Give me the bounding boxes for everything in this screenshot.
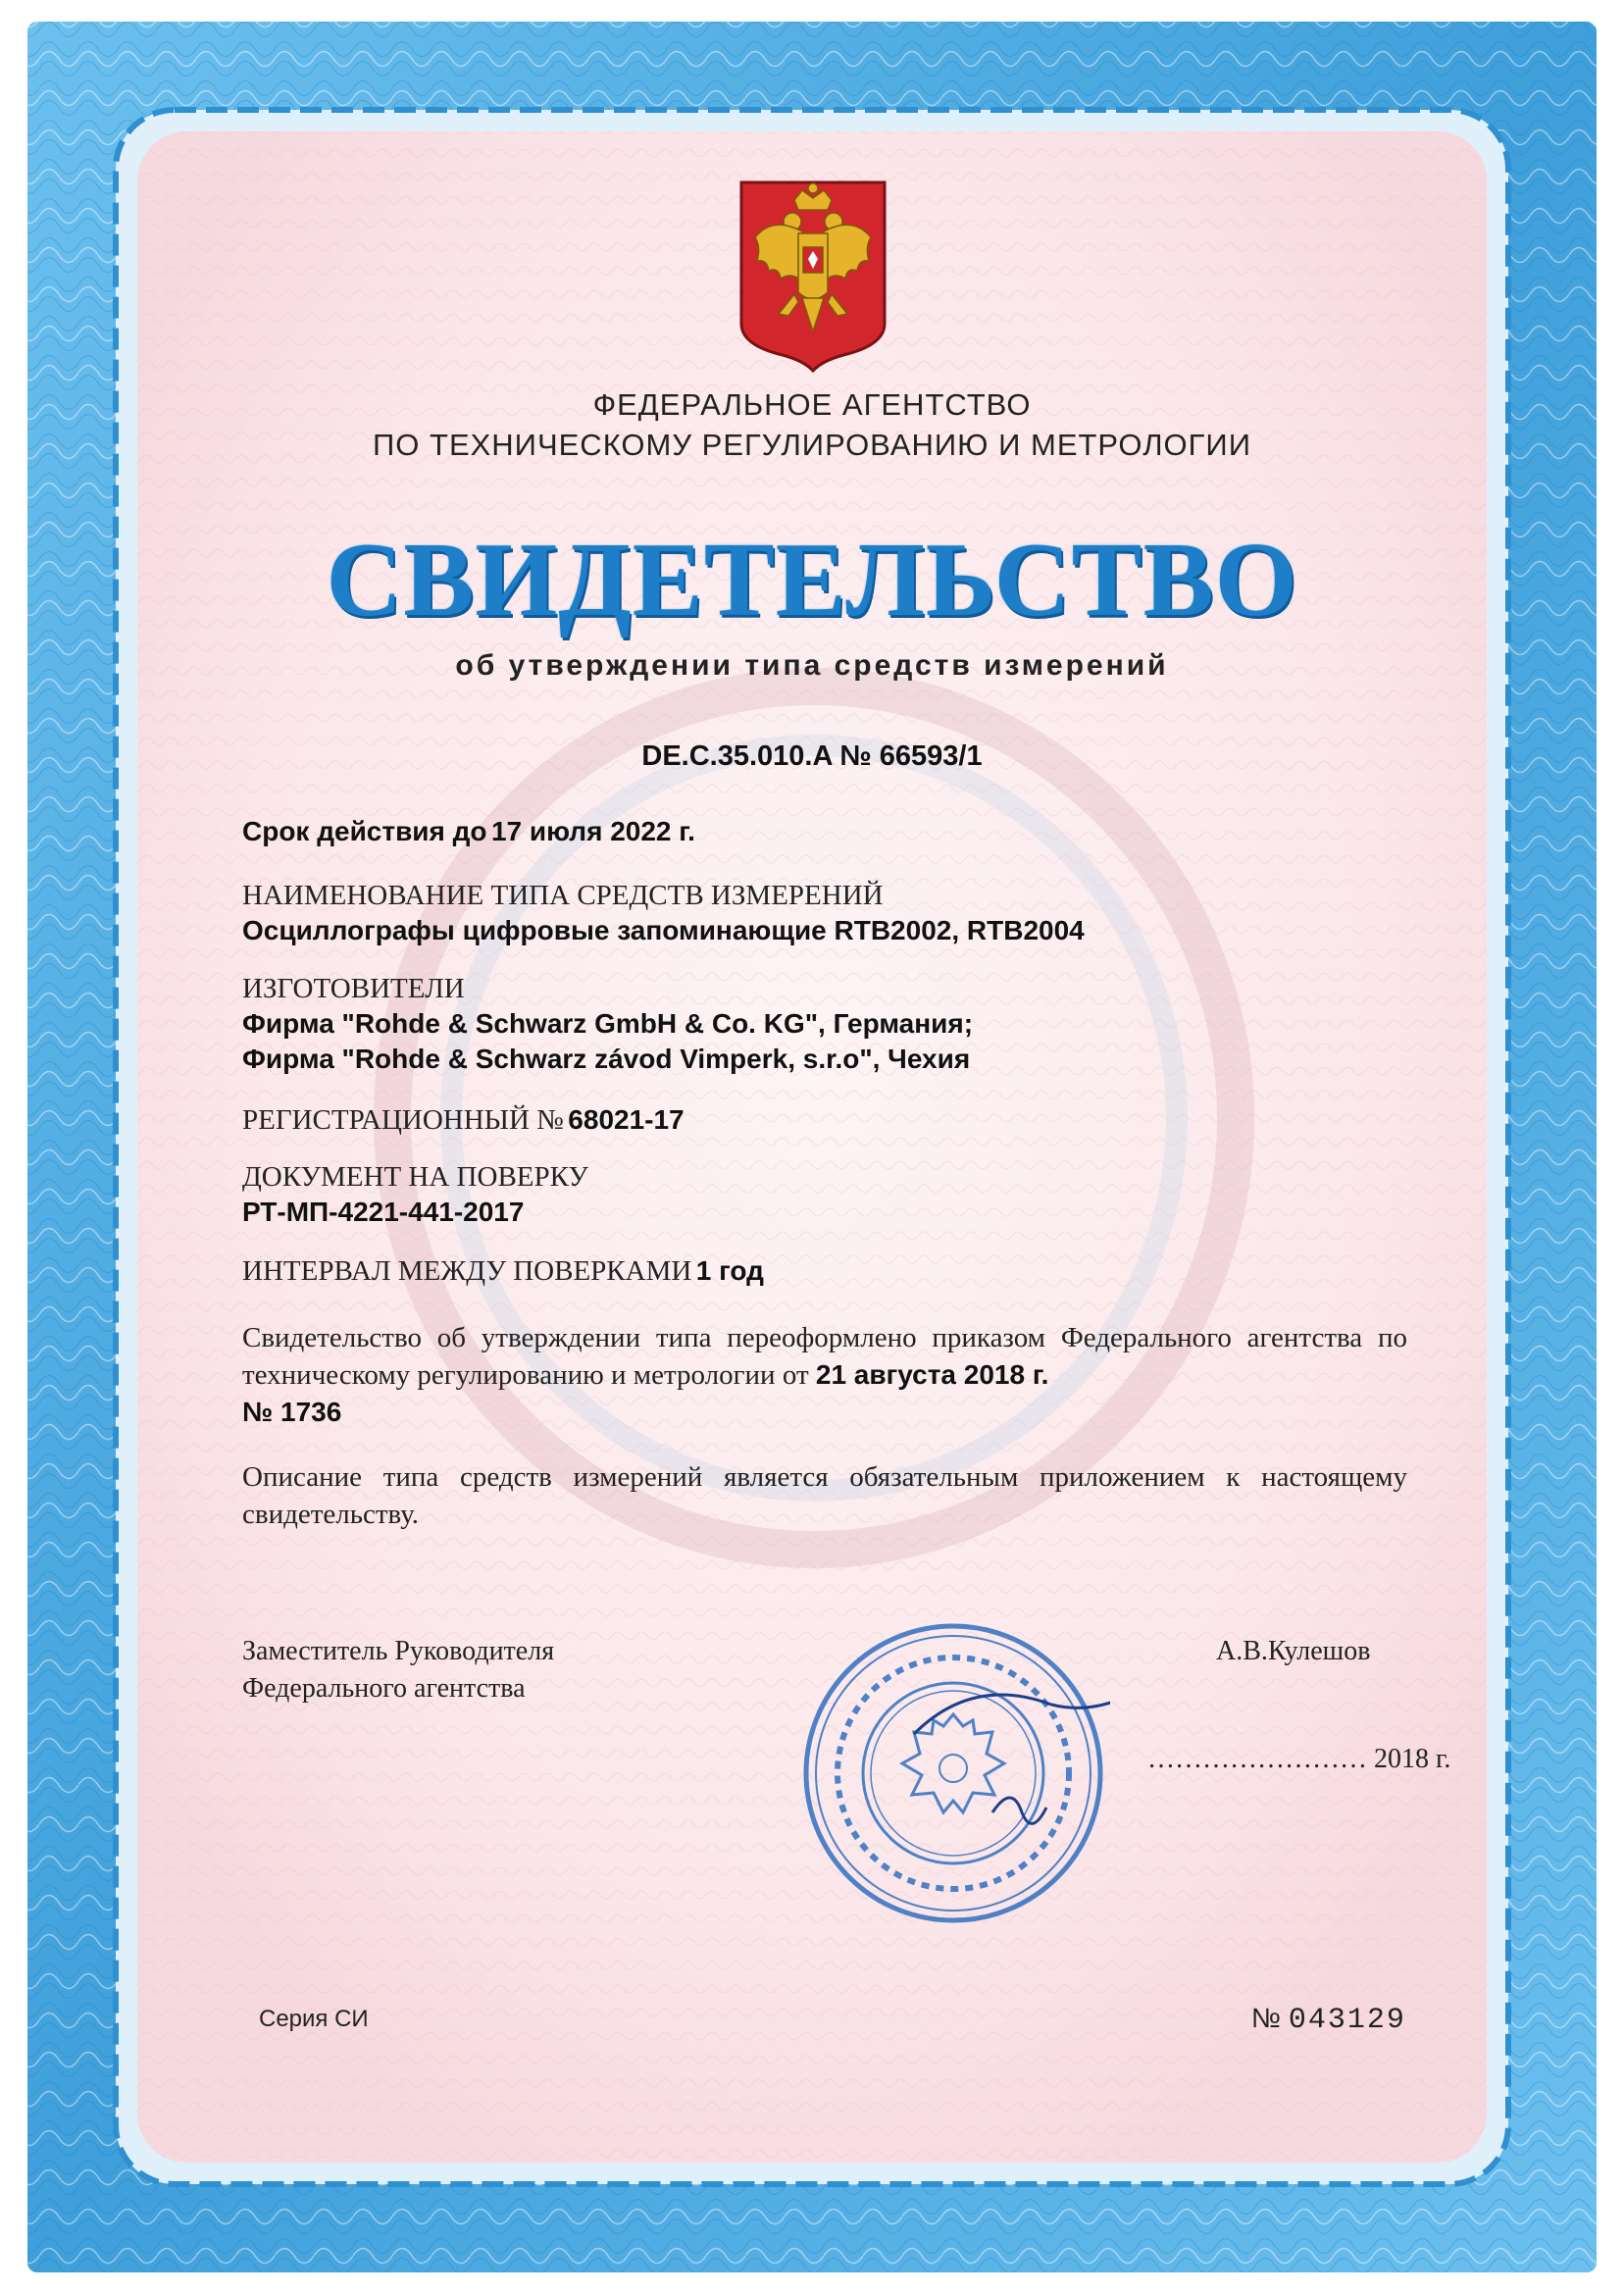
- agency-name-line2: ПО ТЕХНИЧЕСКОМУ РЕГУЛИРОВАНИЮ И МЕТРОЛОГИИ: [373, 428, 1251, 462]
- instrument-value: Осциллографы цифровые запоминающие RTB2002, RTB2004: [242, 915, 1085, 945]
- interval-row: [242, 1253, 1409, 1289]
- validity-value: 17 июля 2022 г.: [490, 816, 695, 846]
- verification-doc-section: [242, 1159, 1409, 1230]
- instrument-section: [242, 878, 1409, 948]
- serial-number: [1251, 2003, 1406, 2037]
- description-paragraph: Описание типа средств измерений является обязательным приложением к настоящему свидетельству.: [242, 1461, 1407, 1530]
- series-label: Серия СИ: [259, 2006, 369, 2032]
- russian-coat-of-arms-icon: [734, 177, 892, 373]
- registration-row: [242, 1102, 1409, 1138]
- validity-row: [242, 814, 1409, 849]
- signature-date-year: 2018 г.: [1374, 1744, 1451, 1774]
- registration-value: 68021-17: [568, 1104, 685, 1135]
- signatory-position-line1: Заместитель Руководителя: [242, 1636, 555, 1666]
- signature-date-dots: ……………………: [1147, 1744, 1367, 1774]
- reissue-paragraph: [242, 1319, 1407, 1431]
- validity-label: Срок действия до: [242, 816, 487, 846]
- signature-date: [1147, 1741, 1450, 1778]
- signatory-position-line2: Федерального агентства: [242, 1673, 526, 1704]
- serial-prefix: №: [1251, 2003, 1282, 2033]
- instrument-label: НАИМЕНОВАНИЕ ТИПА СРЕДСТВ ИЗМЕРЕНИЙ: [242, 880, 884, 911]
- signatory-position: [242, 1633, 554, 1708]
- reissue-date: 21 августа 2018 г.: [815, 1359, 1049, 1390]
- manufacturers-label: ИЗГОТОВИТЕЛИ: [242, 973, 465, 1004]
- registration-label: РЕГИСТРАЦИОННЫЙ №: [242, 1104, 564, 1136]
- signatory-name: А.В.Кулешов: [1216, 1636, 1371, 1666]
- manufacturer-item: Фирма "Rohde & Schwarz GmbH & Co. KG", Германия;: [242, 1008, 974, 1039]
- serial-digits: 043129: [1288, 2004, 1406, 2037]
- certificate-number: DE.C.35.010.A № 66593/1: [641, 740, 983, 772]
- verification-doc-value: РТ-МП-4221-441-2017: [242, 1197, 525, 1227]
- interval-label: ИНТЕРВАЛ МЕЖДУ ПОВЕРКАМИ: [242, 1255, 692, 1287]
- document-subtitle: об утверждении типа средств измерений: [455, 649, 1169, 682]
- agency-seal-icon: [796, 1616, 1110, 1930]
- reissue-order: № 1736: [242, 1397, 342, 1427]
- manufacturer-item: Фирма "Rohde & Schwarz závod Vimperk, s.r.o", Чехия: [242, 1044, 971, 1074]
- verification-doc-label: ДОКУМЕНТ НА ПОВЕРКУ: [242, 1161, 588, 1193]
- agency-name-line1: ФЕДЕРАЛЬНОЕ АГЕНТСТВО: [592, 387, 1032, 422]
- reissue-text: Свидетельство об утверждении типа переоформлено приказом Федерального агентства по техническому регулированию и метрологии от: [242, 1322, 1407, 1391]
- interval-value: 1 год: [695, 1255, 764, 1286]
- manufacturers-section: [242, 971, 1409, 1077]
- document-title: СВИДЕТЕЛЬСТВО: [326, 522, 1298, 638]
